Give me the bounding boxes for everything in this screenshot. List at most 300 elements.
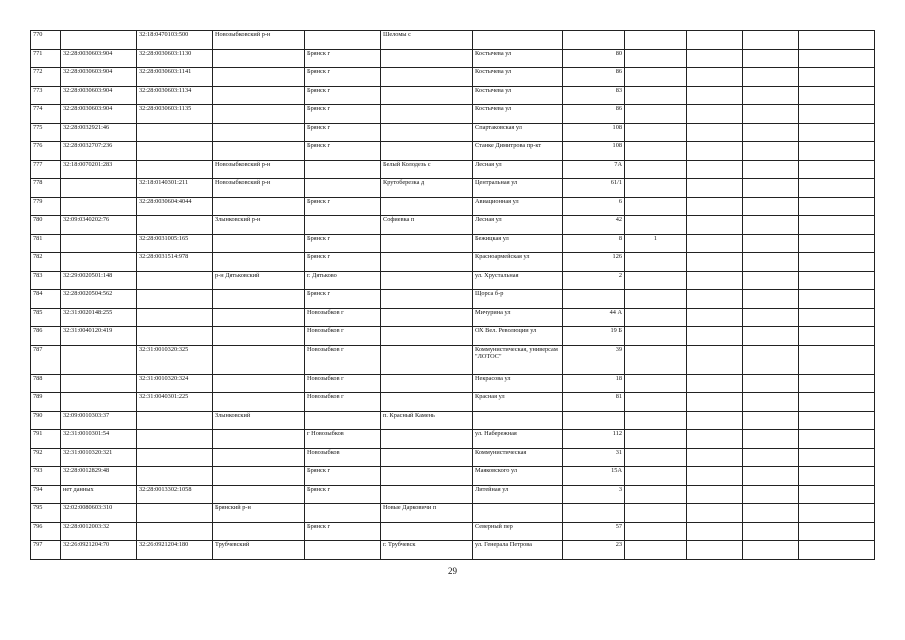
street-cell: Красноармейская ул bbox=[473, 253, 563, 272]
city-cell: Брянск г bbox=[305, 68, 381, 87]
extra-cell-1 bbox=[687, 345, 743, 374]
building-cadastral-cell bbox=[137, 448, 213, 467]
building-cadastral-cell bbox=[137, 467, 213, 486]
building-cell bbox=[625, 485, 687, 504]
city-cell: г Новозыбков bbox=[305, 430, 381, 449]
city-cell: Брянск г bbox=[305, 123, 381, 142]
cadastral-number-cell: 32:29:0020501:148 bbox=[61, 271, 137, 290]
settlement-cell bbox=[381, 68, 473, 87]
district-cell: Брянский р-н bbox=[213, 504, 305, 523]
cadastral-number-cell: 32:28:0032707:236 bbox=[61, 142, 137, 161]
extra-cell-2 bbox=[743, 411, 799, 430]
house-number-cell bbox=[563, 504, 625, 523]
extra-cell-3 bbox=[799, 308, 875, 327]
extra-cell-3 bbox=[799, 49, 875, 68]
city-cell: Брянск г bbox=[305, 105, 381, 124]
building-cadastral-cell: 32:31:0010320:325 bbox=[137, 345, 213, 374]
district-cell: Новозыбковский р-н bbox=[213, 160, 305, 179]
district-cell: Новозыбковский р-н bbox=[213, 31, 305, 50]
city-cell bbox=[305, 504, 381, 523]
extra-cell-1 bbox=[687, 467, 743, 486]
street-cell bbox=[473, 411, 563, 430]
house-number-cell: 80 bbox=[563, 49, 625, 68]
building-cadastral-cell bbox=[137, 142, 213, 161]
extra-cell-1 bbox=[687, 290, 743, 309]
row-number-cell: 790 bbox=[31, 411, 61, 430]
district-cell bbox=[213, 430, 305, 449]
building-cell bbox=[625, 467, 687, 486]
settlement-cell bbox=[381, 467, 473, 486]
street-cell: ОХ Вел. Революции ул bbox=[473, 327, 563, 346]
cadastral-number-cell: 32:28:0030603:904 bbox=[61, 86, 137, 105]
extra-cell-2 bbox=[743, 179, 799, 198]
extra-cell-1 bbox=[687, 374, 743, 393]
extra-cell-2 bbox=[743, 68, 799, 87]
table-row bbox=[31, 142, 875, 161]
row-number-cell: 772 bbox=[31, 68, 61, 87]
building-cadastral-cell: 32:18:0140301:211 bbox=[137, 179, 213, 198]
settlement-cell bbox=[381, 522, 473, 541]
city-cell: Новозыбков bbox=[305, 448, 381, 467]
row-number-cell: 780 bbox=[31, 216, 61, 235]
row-number-cell: 781 bbox=[31, 234, 61, 253]
settlement-cell bbox=[381, 253, 473, 272]
building-cadastral-cell: 32:28:0030603:1141 bbox=[137, 68, 213, 87]
building-cadastral-cell bbox=[137, 522, 213, 541]
table-row bbox=[31, 197, 875, 216]
row-number-cell: 788 bbox=[31, 374, 61, 393]
building-cell bbox=[625, 216, 687, 235]
settlement-cell bbox=[381, 290, 473, 309]
table-row bbox=[31, 448, 875, 467]
extra-cell-2 bbox=[743, 234, 799, 253]
district-cell bbox=[213, 485, 305, 504]
extra-cell-1 bbox=[687, 327, 743, 346]
house-number-cell: 83 bbox=[563, 86, 625, 105]
settlement-cell bbox=[381, 142, 473, 161]
building-cell bbox=[625, 68, 687, 87]
table-row bbox=[31, 504, 875, 523]
page-number: 29 bbox=[448, 566, 457, 576]
building-cadastral-cell bbox=[137, 160, 213, 179]
street-cell: Красная ул bbox=[473, 393, 563, 412]
extra-cell-2 bbox=[743, 541, 799, 560]
table-row bbox=[31, 234, 875, 253]
row-number-cell: 773 bbox=[31, 86, 61, 105]
cadastral-number-cell: 32:18:0070201:283 bbox=[61, 160, 137, 179]
settlement-cell: Софиевка п bbox=[381, 216, 473, 235]
building-cell bbox=[625, 160, 687, 179]
extra-cell-1 bbox=[687, 541, 743, 560]
building-cadastral-cell bbox=[137, 271, 213, 290]
city-cell: Брянск г bbox=[305, 197, 381, 216]
street-cell: Спартаковская ул bbox=[473, 123, 563, 142]
district-cell: р-н Дятьковский bbox=[213, 271, 305, 290]
table-row bbox=[31, 49, 875, 68]
extra-cell-2 bbox=[743, 253, 799, 272]
extra-cell-2 bbox=[743, 105, 799, 124]
extra-cell-3 bbox=[799, 504, 875, 523]
district-cell bbox=[213, 374, 305, 393]
house-number-cell: 39 bbox=[563, 345, 625, 374]
table-row bbox=[31, 541, 875, 560]
table-row bbox=[31, 123, 875, 142]
extra-cell-2 bbox=[743, 308, 799, 327]
cadastral-number-cell: 32:31:0020148:255 bbox=[61, 308, 137, 327]
settlement-cell bbox=[381, 430, 473, 449]
row-number-cell: 777 bbox=[31, 160, 61, 179]
row-number-cell: 784 bbox=[31, 290, 61, 309]
city-cell: Брянск г bbox=[305, 290, 381, 309]
city-cell: Новозыбков г bbox=[305, 374, 381, 393]
extra-cell-1 bbox=[687, 31, 743, 50]
table-row bbox=[31, 327, 875, 346]
row-number-cell: 779 bbox=[31, 197, 61, 216]
district-cell bbox=[213, 327, 305, 346]
street-cell: Лесная ул bbox=[473, 160, 563, 179]
row-number-cell: 795 bbox=[31, 504, 61, 523]
extra-cell-1 bbox=[687, 68, 743, 87]
city-cell: Брянск г bbox=[305, 234, 381, 253]
extra-cell-1 bbox=[687, 86, 743, 105]
cadastral-number-cell bbox=[61, 393, 137, 412]
extra-cell-2 bbox=[743, 448, 799, 467]
extra-cell-2 bbox=[743, 467, 799, 486]
extra-cell-3 bbox=[799, 271, 875, 290]
building-cell bbox=[625, 253, 687, 272]
table-row bbox=[31, 31, 875, 50]
city-cell: Брянск г bbox=[305, 253, 381, 272]
building-cell bbox=[625, 374, 687, 393]
extra-cell-1 bbox=[687, 160, 743, 179]
table-row bbox=[31, 179, 875, 198]
extra-cell-2 bbox=[743, 522, 799, 541]
extra-cell-1 bbox=[687, 197, 743, 216]
city-cell bbox=[305, 160, 381, 179]
extra-cell-3 bbox=[799, 541, 875, 560]
settlement-cell: Крутоберезка д bbox=[381, 179, 473, 198]
city-cell: Брянск г bbox=[305, 142, 381, 161]
house-number-cell: 81 bbox=[563, 393, 625, 412]
street-cell: Авиационная ул bbox=[473, 197, 563, 216]
extra-cell-1 bbox=[687, 393, 743, 412]
row-number-cell: 776 bbox=[31, 142, 61, 161]
extra-cell-2 bbox=[743, 271, 799, 290]
building-cadastral-cell: 32:18:0470103:500 bbox=[137, 31, 213, 50]
house-number-cell: 8 bbox=[563, 234, 625, 253]
extra-cell-2 bbox=[743, 86, 799, 105]
table-row bbox=[31, 374, 875, 393]
extra-cell-2 bbox=[743, 123, 799, 142]
table-row bbox=[31, 290, 875, 309]
extra-cell-3 bbox=[799, 327, 875, 346]
city-cell: Брянск г bbox=[305, 86, 381, 105]
extra-cell-1 bbox=[687, 504, 743, 523]
street-cell: ул. Генерала Петрова bbox=[473, 541, 563, 560]
extra-cell-3 bbox=[799, 430, 875, 449]
row-number-cell: 796 bbox=[31, 522, 61, 541]
cadastral-number-cell: 32:28:0012829:48 bbox=[61, 467, 137, 486]
city-cell bbox=[305, 31, 381, 50]
building-cell bbox=[625, 290, 687, 309]
house-number-cell: 86 bbox=[563, 105, 625, 124]
extra-cell-2 bbox=[743, 290, 799, 309]
table-row bbox=[31, 68, 875, 87]
district-cell bbox=[213, 68, 305, 87]
cadastral-number-cell: 32:28:0032921:46 bbox=[61, 123, 137, 142]
extra-cell-1 bbox=[687, 234, 743, 253]
row-number-cell: 792 bbox=[31, 448, 61, 467]
building-cell bbox=[625, 142, 687, 161]
building-cell bbox=[625, 49, 687, 68]
table-row bbox=[31, 345, 875, 374]
extra-cell-3 bbox=[799, 467, 875, 486]
row-number-cell: 793 bbox=[31, 467, 61, 486]
settlement-cell: Шеломы с bbox=[381, 31, 473, 50]
building-cadastral-cell: 32:31:0010320:324 bbox=[137, 374, 213, 393]
extra-cell-2 bbox=[743, 197, 799, 216]
extra-cell-3 bbox=[799, 197, 875, 216]
extra-cell-3 bbox=[799, 179, 875, 198]
district-cell bbox=[213, 522, 305, 541]
building-cadastral-cell: 32:28:0013302:1058 bbox=[137, 485, 213, 504]
extra-cell-1 bbox=[687, 105, 743, 124]
city-cell: Брянск г bbox=[305, 522, 381, 541]
extra-cell-1 bbox=[687, 123, 743, 142]
cadastral-number-cell: 32:26:0921204:70 bbox=[61, 541, 137, 560]
row-number-cell: 789 bbox=[31, 393, 61, 412]
row-number-cell: 782 bbox=[31, 253, 61, 272]
cadastral-number-cell: 32:31:0040120:419 bbox=[61, 327, 137, 346]
extra-cell-1 bbox=[687, 253, 743, 272]
table-row bbox=[31, 485, 875, 504]
house-number-cell: 44 А bbox=[563, 308, 625, 327]
settlement-cell bbox=[381, 197, 473, 216]
building-cell bbox=[625, 327, 687, 346]
building-cadastral-cell: 32:28:0030603:1135 bbox=[137, 105, 213, 124]
building-cadastral-cell bbox=[137, 411, 213, 430]
registry-table bbox=[30, 30, 875, 560]
row-number-cell: 770 bbox=[31, 31, 61, 50]
row-number-cell: 775 bbox=[31, 123, 61, 142]
table-row bbox=[31, 411, 875, 430]
building-cell bbox=[625, 411, 687, 430]
extra-cell-3 bbox=[799, 160, 875, 179]
district-cell bbox=[213, 290, 305, 309]
building-cadastral-cell: 32:31:0040301:225 bbox=[137, 393, 213, 412]
district-cell bbox=[213, 197, 305, 216]
row-number-cell: 774 bbox=[31, 105, 61, 124]
extra-cell-1 bbox=[687, 216, 743, 235]
extra-cell-2 bbox=[743, 327, 799, 346]
building-cell bbox=[625, 541, 687, 560]
district-cell bbox=[213, 123, 305, 142]
district-cell: Злынковский bbox=[213, 411, 305, 430]
table-row bbox=[31, 253, 875, 272]
district-cell: Новозыбковский р-н bbox=[213, 179, 305, 198]
street-cell: Костычева ул bbox=[473, 68, 563, 87]
settlement-cell bbox=[381, 105, 473, 124]
building-cell bbox=[625, 179, 687, 198]
cadastral-number-cell: 32:28:0012003:32 bbox=[61, 522, 137, 541]
street-cell: Северный пер bbox=[473, 522, 563, 541]
building-cadastral-cell bbox=[137, 123, 213, 142]
building-cadastral-cell: 32:28:0030603:1134 bbox=[137, 86, 213, 105]
cadastral-number-cell bbox=[61, 197, 137, 216]
row-number-cell: 797 bbox=[31, 541, 61, 560]
table-row bbox=[31, 105, 875, 124]
house-number-cell: 7А bbox=[563, 160, 625, 179]
city-cell: Новозыбков г bbox=[305, 327, 381, 346]
row-number-cell: 786 bbox=[31, 327, 61, 346]
cadastral-number-cell bbox=[61, 345, 137, 374]
street-cell: Щорса б-р bbox=[473, 290, 563, 309]
building-cell bbox=[625, 504, 687, 523]
city-cell: Новозыбков г bbox=[305, 393, 381, 412]
extra-cell-2 bbox=[743, 160, 799, 179]
cadastral-number-cell: 32:28:0030603:904 bbox=[61, 68, 137, 87]
city-cell bbox=[305, 216, 381, 235]
extra-cell-2 bbox=[743, 49, 799, 68]
extra-cell-2 bbox=[743, 345, 799, 374]
settlement-cell bbox=[381, 485, 473, 504]
district-cell bbox=[213, 86, 305, 105]
extra-cell-3 bbox=[799, 374, 875, 393]
cadastral-number-cell: 32:28:0030603:904 bbox=[61, 49, 137, 68]
building-cadastral-cell bbox=[137, 327, 213, 346]
cadastral-number-cell bbox=[61, 179, 137, 198]
table-row bbox=[31, 393, 875, 412]
table-row bbox=[31, 160, 875, 179]
table-row bbox=[31, 467, 875, 486]
district-cell bbox=[213, 393, 305, 412]
registry-table-body bbox=[31, 31, 875, 560]
extra-cell-2 bbox=[743, 393, 799, 412]
building-cadastral-cell bbox=[137, 504, 213, 523]
house-number-cell: 2 bbox=[563, 271, 625, 290]
building-cell bbox=[625, 522, 687, 541]
house-number-cell: 31 bbox=[563, 448, 625, 467]
building-cell bbox=[625, 345, 687, 374]
settlement-cell bbox=[381, 448, 473, 467]
city-cell bbox=[305, 179, 381, 198]
house-number-cell: 19 Б bbox=[563, 327, 625, 346]
extra-cell-3 bbox=[799, 522, 875, 541]
house-number-cell bbox=[563, 411, 625, 430]
cadastral-number-cell: 32:28:0020504:562 bbox=[61, 290, 137, 309]
building-cell bbox=[625, 86, 687, 105]
extra-cell-3 bbox=[799, 123, 875, 142]
building-cell bbox=[625, 430, 687, 449]
cadastral-number-cell bbox=[61, 234, 137, 253]
street-cell: Литейная ул bbox=[473, 485, 563, 504]
cadastral-number-cell: 32:09:0010303:37 bbox=[61, 411, 137, 430]
district-cell bbox=[213, 467, 305, 486]
building-cadastral-cell: 32:26:0921204:180 bbox=[137, 541, 213, 560]
extra-cell-2 bbox=[743, 430, 799, 449]
row-number-cell: 783 bbox=[31, 271, 61, 290]
building-cell bbox=[625, 105, 687, 124]
extra-cell-3 bbox=[799, 105, 875, 124]
extra-cell-2 bbox=[743, 216, 799, 235]
street-cell: Костычева ул bbox=[473, 49, 563, 68]
settlement-cell: г. Трубчевск bbox=[381, 541, 473, 560]
extra-cell-3 bbox=[799, 411, 875, 430]
extra-cell-1 bbox=[687, 271, 743, 290]
extra-cell-1 bbox=[687, 411, 743, 430]
extra-cell-1 bbox=[687, 485, 743, 504]
city-cell: Брянск г bbox=[305, 485, 381, 504]
settlement-cell bbox=[381, 271, 473, 290]
extra-cell-3 bbox=[799, 216, 875, 235]
settlement-cell bbox=[381, 345, 473, 374]
cadastral-number-cell: 32:28:0030603:904 bbox=[61, 105, 137, 124]
building-cell bbox=[625, 197, 687, 216]
district-cell bbox=[213, 345, 305, 374]
extra-cell-2 bbox=[743, 31, 799, 50]
settlement-cell bbox=[381, 393, 473, 412]
building-cadastral-cell bbox=[137, 308, 213, 327]
row-number-cell: 771 bbox=[31, 49, 61, 68]
extra-cell-3 bbox=[799, 234, 875, 253]
district-cell: Злынковский р-н bbox=[213, 216, 305, 235]
district-cell: Трубчевский bbox=[213, 541, 305, 560]
extra-cell-1 bbox=[687, 49, 743, 68]
cadastral-number-cell bbox=[61, 253, 137, 272]
street-cell: Костычева ул bbox=[473, 86, 563, 105]
extra-cell-2 bbox=[743, 142, 799, 161]
building-cell bbox=[625, 308, 687, 327]
extra-cell-2 bbox=[743, 485, 799, 504]
house-number-cell bbox=[563, 31, 625, 50]
house-number-cell: 15А bbox=[563, 467, 625, 486]
street-cell: Бежицкая ул bbox=[473, 234, 563, 253]
row-number-cell: 791 bbox=[31, 430, 61, 449]
district-cell bbox=[213, 105, 305, 124]
building-cadastral-cell bbox=[137, 216, 213, 235]
table-row bbox=[31, 308, 875, 327]
street-cell bbox=[473, 31, 563, 50]
extra-cell-1 bbox=[687, 142, 743, 161]
cadastral-number-cell: 32:31:0010301:54 bbox=[61, 430, 137, 449]
building-cell bbox=[625, 448, 687, 467]
building-cell bbox=[625, 271, 687, 290]
cadastral-number-cell: 32:09:0340202:76 bbox=[61, 216, 137, 235]
house-number-cell: 18 bbox=[563, 374, 625, 393]
building-cadastral-cell bbox=[137, 290, 213, 309]
building-cell bbox=[625, 31, 687, 50]
row-number-cell: 787 bbox=[31, 345, 61, 374]
city-cell: Брянск г bbox=[305, 467, 381, 486]
building-cell bbox=[625, 123, 687, 142]
district-cell bbox=[213, 253, 305, 272]
building-cadastral-cell: 32:28:0030604:4044 bbox=[137, 197, 213, 216]
building-cadastral-cell: 32:28:0031005:165 bbox=[137, 234, 213, 253]
cadastral-number-cell bbox=[61, 31, 137, 50]
building-cell bbox=[625, 393, 687, 412]
extra-cell-3 bbox=[799, 393, 875, 412]
city-cell bbox=[305, 411, 381, 430]
building-cadastral-cell bbox=[137, 430, 213, 449]
row-number-cell: 785 bbox=[31, 308, 61, 327]
building-cadastral-cell: 32:28:0030603:1130 bbox=[137, 49, 213, 68]
city-cell bbox=[305, 541, 381, 560]
extra-cell-1 bbox=[687, 448, 743, 467]
table-row bbox=[31, 271, 875, 290]
extra-cell-3 bbox=[799, 485, 875, 504]
settlement-cell bbox=[381, 327, 473, 346]
building-cadastral-cell: 32:28:0031514:978 bbox=[137, 253, 213, 272]
